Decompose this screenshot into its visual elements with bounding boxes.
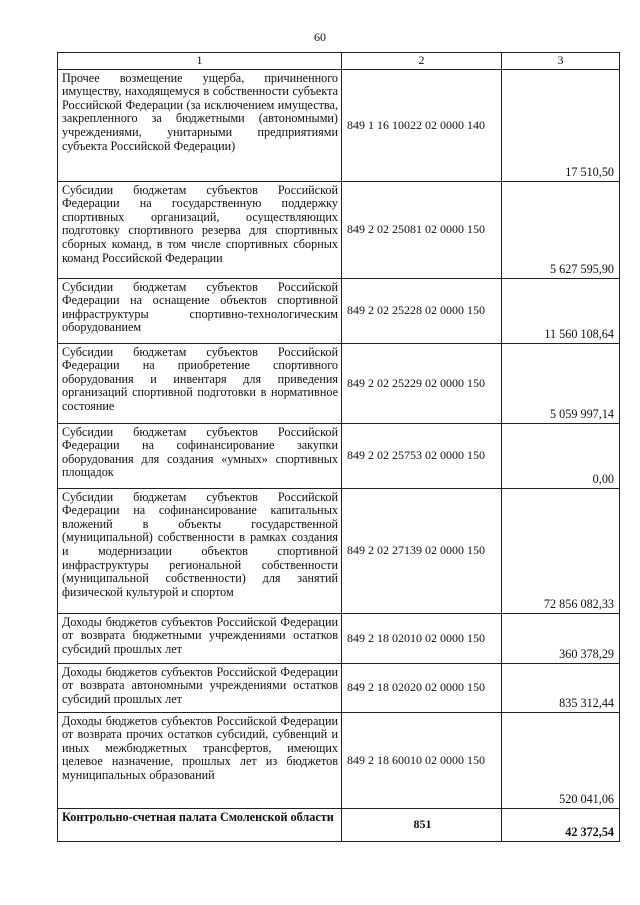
row-budget-code: 849 2 18 02020 02 0000 150 <box>342 663 502 712</box>
table-row <box>58 343 620 423</box>
row-budget-code: 849 2 02 25753 02 0000 150 <box>342 423 502 488</box>
row-amount: 520 041,06 <box>502 712 620 808</box>
column-header-1: 1 <box>58 53 342 70</box>
table-row <box>58 663 620 712</box>
row-amount: 11 560 108,64 <box>502 278 620 343</box>
row-description: Субсидии бюджетам субъектов Российской Федерации на государственную поддержку спортивных организаций, осуществляющих подготовку спортивного резерва для спортивных сборных команд, в том числе спортивных сборных команд Российской Федерации <box>58 181 342 278</box>
table-row <box>58 181 620 278</box>
row-amount: 72 856 082,33 <box>502 488 620 613</box>
table-header-row <box>58 53 620 70</box>
row-description: Доходы бюджетов субъектов Российской Федерации от возврата автономными учреждениями остатков субсидий прошлых лет <box>58 663 342 712</box>
table-row <box>58 712 620 808</box>
row-description: Прочее возмещение ущерба, причиненного имуществу, находящемуся в собственности субъекта Российской Федерации (за исключением имущества, закрепленного за бюджетными (автономными) учреждениями, унитарными предприятиями субъекта Российской Федерации) <box>58 69 342 181</box>
row-amount: 5 627 595,90 <box>502 181 620 278</box>
row-budget-code: 849 2 18 60010 02 0000 150 <box>342 712 502 808</box>
row-amount: 17 510,50 <box>502 69 620 181</box>
total-row-description: Контрольно-счетная палата Смоленской области <box>58 808 342 841</box>
row-amount: 5 059 997,14 <box>502 343 620 423</box>
column-header-2: 2 <box>342 53 502 70</box>
row-budget-code: 849 2 02 27139 02 0000 150 <box>342 488 502 613</box>
row-description: Субсидии бюджетам субъектов Российской Федерации на оснащение объектов спортивной инфраструктуры спортивно-технологическим оборудованием <box>58 278 342 343</box>
row-amount: 835 312,44 <box>502 663 620 712</box>
table-row <box>58 423 620 488</box>
row-amount: 0,00 <box>502 423 620 488</box>
total-row <box>58 808 620 841</box>
row-description: Доходы бюджетов субъектов Российской Федерации от возврата прочих остатков субсидий, субвенций и иных межбюджетных трансфертов, имеющих целевое назначение, прошлых лет из бюджетов муниципальных образований <box>58 712 342 808</box>
row-budget-code: 849 2 18 02010 02 0000 150 <box>342 613 502 663</box>
revenue-table <box>57 52 620 842</box>
table-row <box>58 69 620 181</box>
total-row-budget-code: 851 <box>342 808 502 841</box>
column-header-3: 3 <box>502 53 620 70</box>
row-description: Субсидии бюджетам субъектов Российской Федерации на софинансирование капитальных вложений в объекты государственной (муниципальной) собственности в рамках создания и модернизации объектов спортивной инфраструктуры региональной собственности (муниципальной собственности) для занятий физической культурой и спортом <box>58 488 342 613</box>
row-budget-code: 849 2 02 25081 02 0000 150 <box>342 181 502 278</box>
row-amount: 360 378,29 <box>502 613 620 663</box>
table-row <box>58 613 620 663</box>
row-budget-code: 849 2 02 25228 02 0000 150 <box>342 278 502 343</box>
page-number: 60 <box>314 30 326 44</box>
row-description: Доходы бюджетов субъектов Российской Федерации от возврата бюджетными учреждениями остатков субсидий прошлых лет <box>58 613 342 663</box>
table-row <box>58 278 620 343</box>
row-description: Субсидии бюджетам субъектов Российской Федерации на софинансирование закупки оборудования для создания «умных» спортивных площадок <box>58 423 342 488</box>
table-row <box>58 488 620 613</box>
total-row-amount: 42 372,54 <box>502 808 620 841</box>
row-description: Субсидии бюджетам субъектов Российской Федерации на приобретение спортивного оборудования и инвентаря для приведения организаций спортивной подготовки в нормативное состояние <box>58 343 342 423</box>
row-budget-code: 849 1 16 10022 02 0000 140 <box>342 69 502 181</box>
row-budget-code: 849 2 02 25229 02 0000 150 <box>342 343 502 423</box>
